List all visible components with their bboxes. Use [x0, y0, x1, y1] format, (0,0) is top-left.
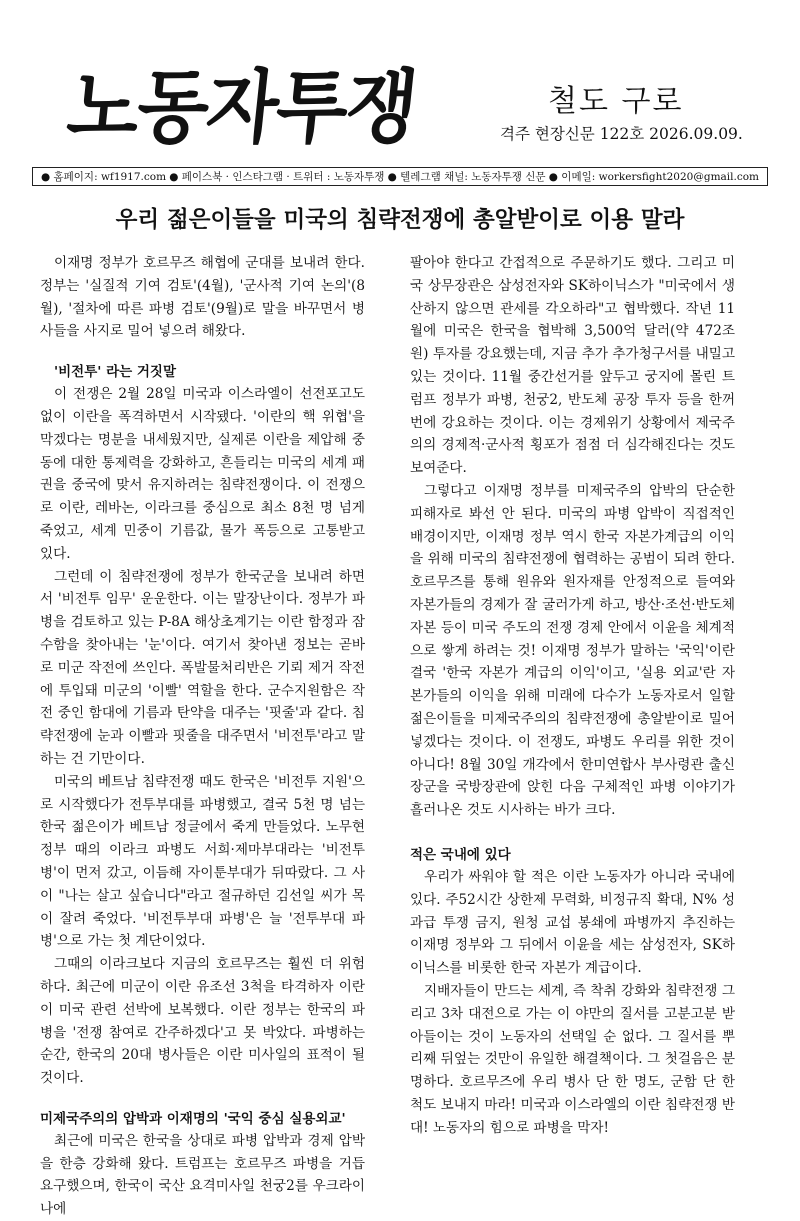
section-heading: '비전투' 라는 거짓말: [54, 364, 176, 381]
article-headline: 우리 젊은이들을 미국의 침략전쟁에 총알받이로 이용 말라: [115, 207, 685, 233]
paragraph: 우리가 싸워야 할 적은 이란 노동자가 아니라 국내에 있다. 주52시간 상한제 무력화, 비정규직 확대, N% 성과급 투쟁 금지, 원청 교섭 봉쇄에 파병까지 추진하는 이재명 정부와 그 뒤에서 이윤을 세는 삼성전자, SK하이닉스를 비롯한 한국 자본가 계급이다.: [410, 868, 735, 977]
email-link[interactable]: ● 이메일: workersfight2020@gmail.com: [548, 171, 759, 183]
social-info: ● 페이스북 · 인스타그램 · 트위터 : 노동자투쟁: [169, 171, 385, 183]
telegram-info: ● 텔레그램 채널: 노동자투쟁 신문: [387, 171, 546, 183]
paragraph: 그때의 이라크보다 지금의 호르무즈는 훨씬 더 위험하다. 최근에 미군이 이란 유조선 3척을 타격하자 이란이 미국 관련 선박에 보복했다. 이란 정부는 한국의 파병을 '전쟁 참여로 간주하겠다'고 못 박았다. 파병하는 순간, 한국의 20대 병사들은 이란 미사일의 표적이 될 것이다.: [40, 956, 365, 1087]
homepage-link[interactable]: ● 홈페이지: wf1917.com: [41, 171, 167, 183]
paragraph: 그런데 이 침략전쟁에 정부가 한국군을 보내려 하면서 '비전투 임무' 운운한다. 이는 말장난이다. 정부가 파병을 검토하고 있는 P-8A 해상초계기는 이란 함정과 잠수함을 찾아내는 '눈'이다. 여기서 찾아낸 정보는 곧바로 미군 작전에 쓰인다. 폭발물처리반은 기뢰 제거 작전에 투입돼 미군의 '이빨' 역할을 한다. 군수지원함은 작전 중인 함대에 기름과 탄약을 대주는 '핏줄'과 같다. 침략전쟁에 눈과 이빨과 핏줄을 대주면서 '비전투'라고 말하는 건 기만이다.: [40, 568, 365, 767]
right-column: [410, 252, 735, 1139]
paragraph: 미국의 베트남 침략전쟁 때도 한국은 '비전투 지원'으로 시작했다가 전투부대를 파병했고, 결국 5천 명 넘는 한국 젊은이가 베트남 정글에서 죽게 만들었다. 노무현 정부 때의 이라크 파병도 서희·제마부대라는 '비전투병'이 먼저 갔고, 이듬해 자이툰부대가 뒤따랐다. 그 사이 "나는 살고 싶습니다"라고 절규하던 김선일 씨가 목이 잘려 죽었다. '비전투부대 파병'은 늘 '전투부대 파병'으로 가는 첫 계단이었다.: [40, 773, 365, 950]
issue-line: 격주 현장신문 122호 2026.09.09.: [500, 125, 743, 143]
paragraph: 팔아야 한다고 간접적으로 주문하기도 했다. 그리고 미국 상무장관은 삼성전자와 SK하이닉스가 "미국에서 생산하지 않으면 관세를 각오하라"고 협박했다. 작년 11월에 미국은 한국을 협박해 3,500억 달러(약 472조 원) 투자를 강요했는데, 지금 추가 추가청구서를 내밀고 있는 것이다. 11월 중간선거를 앞두고 궁지에 몰린 트럼프 정부가 파병, 천궁2, 반도체 공장 투자 등을 한꺼번에 강요하는 것이다. 이는 경제위기 상황에서 제국주의의 경제적·군사적 횡포가 점점 더 심각해진다는 것도 보여준다.: [410, 255, 735, 477]
paragraph: 그렇다고 이재명 정부를 미제국주의 압박의 단순한 피해자로 봐선 안 된다. 미국의 파병 압박이 직접적인 배경이지만, 이재명 정부 역시 한국 자본가계급의 이익을 위해 미국의 침략전쟁에 협력하는 공범이 되려 한다. 호르무즈를 통해 원유와 원자재를 안정적으로 들여와 자본가들의 경제가 잘 굴러가게 하고, 방산·조선·반도체 자본 등이 미국 주도의 전쟁 경제 안에서 이윤을 체계적으로 쌓게 하려는 것! 이재명 정부가 말하는 '국익'이란 결국 '한국 자본가 계급의 이익'이고, '실용 외교'란 자본가들의 이익을 위해 미래에 다수가 노동자로서 일할 젊은이들을 미제국주의의 침략전쟁에 총알받이로 밀어넣겠다는 것이다. 이 전쟁도, 파병도 우리를 위한 것이 아니다! 8월 30일 개각에서 한미연합사 부사령관 출신 장군을 국방장관에 앉힌 다음 구체적인 파병 이야기가 흘러나온 것도 시사하는 바가 크다.: [410, 482, 735, 819]
left-column: [40, 252, 365, 1221]
paragraph: 최근에 미국은 한국을 상대로 파병 압박과 경제 압박을 한층 강화해 왔다. 트럼프는 호르무즈 파병을 거듭 요구했으며, 한국이 국산 요격미사일 천궁2를 우크라이나에: [40, 1132, 365, 1218]
section-heading: 적은 국내에 있다: [410, 846, 511, 863]
paragraph: 지배자들이 만드는 세계, 즉 착취 강화와 침략전쟁 그리고 3차 대전으로 가는 이 야만의 질서를 고분고분 받아들이는 것이 노동자의 선택일 순 없다. 그 질서를 뿌리째 뒤엎는 것만이 유일한 해결책이다. 그 첫걸음은 분명하다. 호르무즈에 우리 병사 단 한 명도, 군함 단 한 척도 보내지 마라! 미국과 이스라엘의 이란 침략전쟁 반대! 노동자의 힘으로 파병을 막자!: [410, 982, 735, 1136]
edition-title: 철도 구로: [548, 84, 684, 119]
paragraph: 이 전쟁은 2월 28일 미국과 이스라엘이 선전포고도 없이 이란을 폭격하면서 시작됐다. '이란의 핵 위협'을 막겠다는 명분을 내세웠지만, 실제론 이란을 제압해 중동에 대한 통제력을 강화하고, 흔들리는 미국의 세계 패권을 중국에 맞서 유지하려는 침략전쟁이다. 이 전쟁으로 이란, 레바논, 이라크를 중심으로 최소 8천 명 넘게 죽었고, 세계 민중이 기름값, 물가 폭등으로 고통받고 있다.: [40, 386, 365, 562]
contact-info-bar: [32, 167, 768, 186]
masthead: [40, 58, 760, 158]
section-heading: 미제국주의의 압박과 이재명의 '국익 중심 실용외교': [40, 1110, 346, 1127]
paragraph: 이재명 정부가 호르무즈 해협에 군대를 보내려 한다. 정부는 '실질적 기여 검토'(4월), '군사적 기여 논의'(8월), '절차에 따른 파병 검토'(9월)로 말을 바꾸면서 병사들을 사지로 밀어 넣으려 해왔다.: [40, 255, 365, 340]
newspaper-logo: 노동자투쟁: [63, 61, 421, 155]
